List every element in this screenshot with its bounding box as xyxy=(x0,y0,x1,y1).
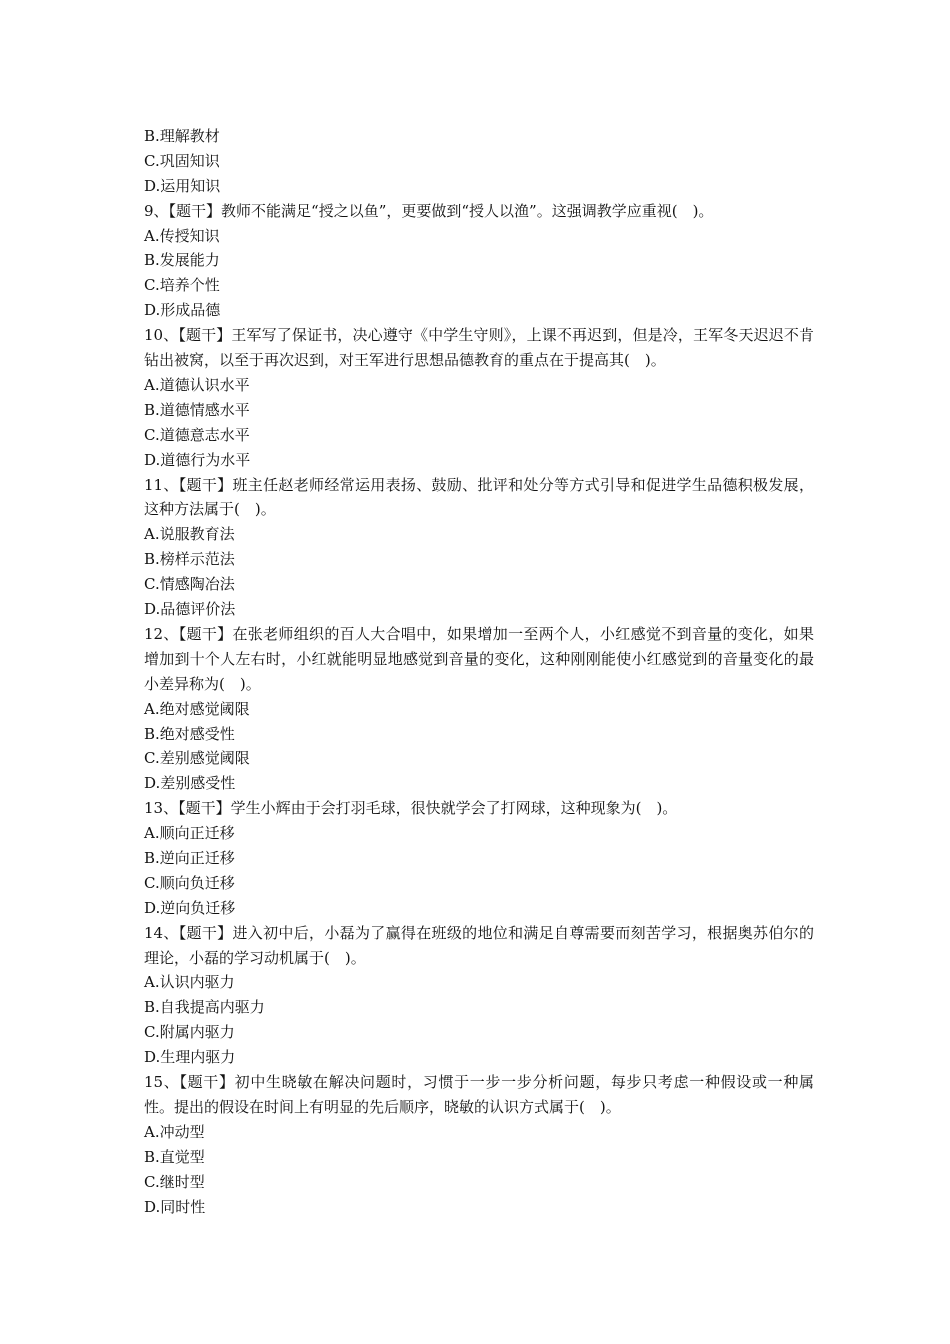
option-line: D.品德评价法 xyxy=(144,600,236,618)
question-12 xyxy=(144,622,814,796)
question-13 xyxy=(144,796,814,920)
option-line: D.逆向负迁移 xyxy=(144,898,236,917)
question-stem: 9、【题干】教师不能满足“授之以鱼”，更要做到“授人以渔”。这强调教学应重视( )。 xyxy=(144,201,714,220)
option-line: B.道德情感水平 xyxy=(144,400,250,419)
option-line: A.说服教育法 xyxy=(144,525,235,544)
option-line: B.发展能力 xyxy=(144,251,220,270)
option-line: A.认识内驱力 xyxy=(144,973,235,992)
option-line: B.理解教材 xyxy=(144,127,220,145)
option-line: D.运用知识 xyxy=(144,176,221,195)
option-line: C.继时型 xyxy=(144,1172,205,1191)
question-stem: 12、【题干】在张老师组织的百人大合唱中，如果增加一至两个人，小红感觉不到音量的变化，如果增加到十个人左右时，小红就能明显地感觉到音量的变化，这种刚刚能使小红感觉到的音量变化的最小差异称为( )。 xyxy=(144,624,814,693)
option-line: B.自我提高内驱力 xyxy=(144,998,265,1017)
option-line: A.传授知识 xyxy=(144,226,220,245)
option-line: C.道德意志水平 xyxy=(144,425,250,444)
option-line: C.附属内驱力 xyxy=(144,1023,235,1042)
question-stem: 14、【题干】进入初中后，小磊为了赢得在班级的地位和满足自尊需要而刻苦学习，根据奥苏伯尔的理论，小磊的学习动机属于( )。 xyxy=(144,923,814,967)
document-page xyxy=(144,124,814,1219)
option-line: B.逆向正迁移 xyxy=(144,848,235,867)
question-14 xyxy=(144,921,814,1070)
option-line: B.榜样示范法 xyxy=(144,550,235,569)
option-line: C.巩固知识 xyxy=(144,151,220,170)
option-line: D.差别感受性 xyxy=(144,774,236,793)
option-line: C.顺向负迁移 xyxy=(144,873,235,892)
question-stem: 15、【题干】初中生晓敏在解决问题时，习惯于一步一步分析问题，每步只考虑一种假设或一种属性。提出的假设在时间上有明显的先后顺序，晓敏的认识方式属于( )。 xyxy=(144,1073,814,1116)
question-stem: 10、【题干】王军写了保证书，决心遵守《中学生守则》，上课不再迟到，但是冷，王军冬天迟迟不肯钻出被窝，以至于再次迟到，对王军进行思想品德教育的重点在于提高其( )。 xyxy=(144,326,814,370)
question-9 xyxy=(144,199,814,323)
option-line: C.差别感觉阈限 xyxy=(144,749,250,768)
option-line: A.道德认识水平 xyxy=(144,375,250,394)
question-15 xyxy=(144,1070,814,1219)
option-line: A.绝对感觉阈限 xyxy=(144,699,250,718)
option-line: A.冲动型 xyxy=(144,1122,205,1141)
question-stem: 13、【题干】学生小辉由于会打羽毛球，很快就学会了打网球，这种现象为( )。 xyxy=(144,799,678,818)
question-11 xyxy=(144,473,814,622)
option-line: B.直觉型 xyxy=(144,1147,205,1166)
option-line: D.同时性 xyxy=(144,1197,206,1216)
option-line: D.形成品德 xyxy=(144,301,221,320)
option-line: A.顺向正迁移 xyxy=(144,824,235,843)
question-stem: 11、【题干】班主任赵老师经常运用表扬、鼓励、批评和处分等方式引导和促进学生品德积极发展，这种方法属于( )。 xyxy=(144,475,814,519)
option-line: D.生理内驱力 xyxy=(144,1048,236,1067)
option-line: C.情感陶冶法 xyxy=(144,575,235,594)
option-line: D.道德行为水平 xyxy=(144,450,251,469)
option-line: C.培养个性 xyxy=(144,276,220,295)
question-10 xyxy=(144,323,814,472)
option-line: B.绝对感受性 xyxy=(144,724,235,743)
